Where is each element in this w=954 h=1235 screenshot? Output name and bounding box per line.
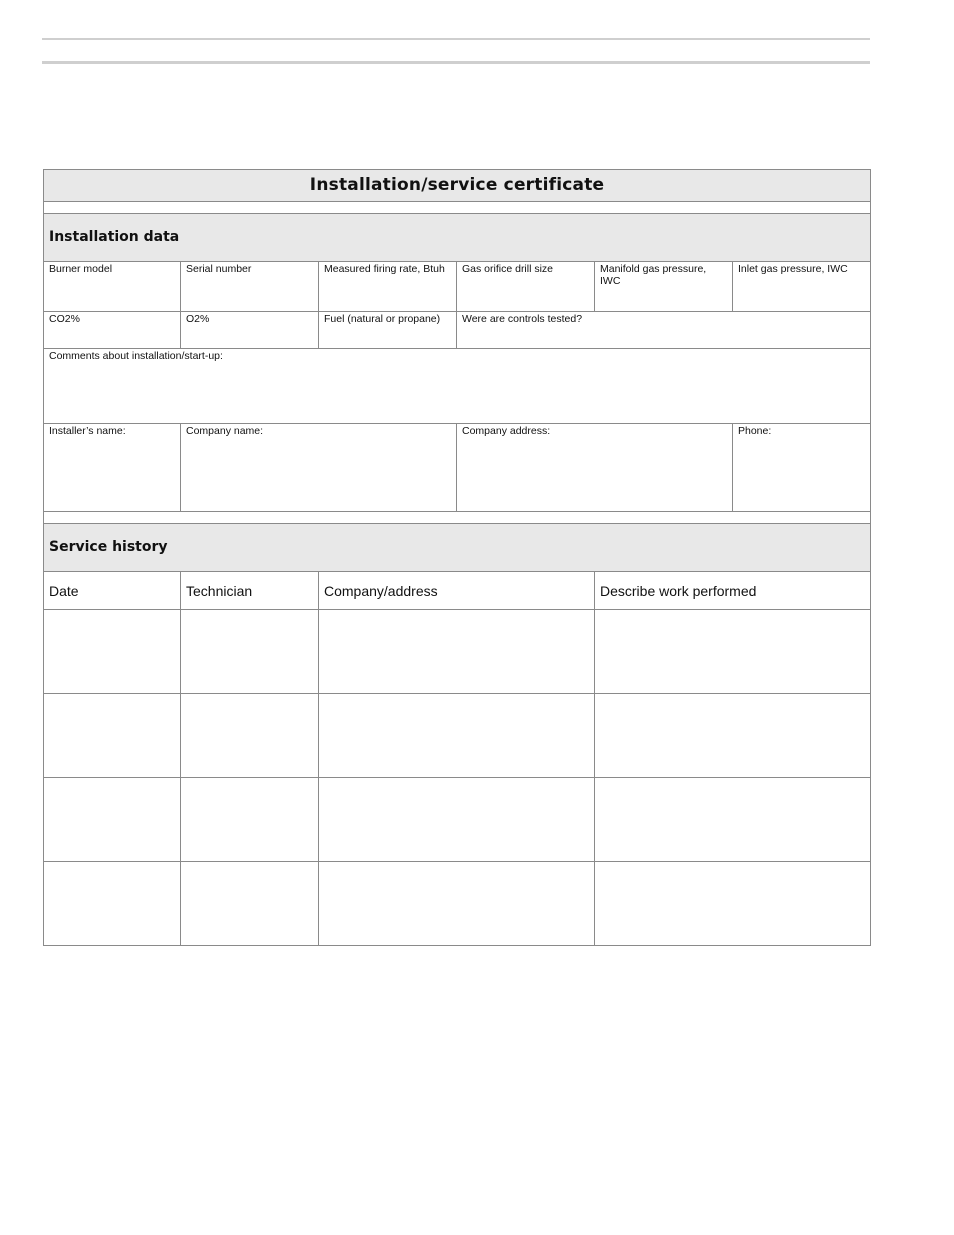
field-label: CO2% — [49, 313, 80, 325]
fuel-type-field[interactable] — [319, 312, 457, 349]
service-technician-cell[interactable] — [181, 610, 319, 694]
column-header-company-address: Company/address — [319, 572, 595, 610]
service-history-heading-cell — [44, 524, 871, 572]
field-label: Manifold gas pressure, IWC — [600, 263, 707, 287]
service-date-cell[interactable] — [44, 862, 181, 946]
manifold-gas-pressure-field[interactable] — [595, 262, 733, 312]
service-company-cell[interactable] — [319, 610, 595, 694]
serial-number-field[interactable] — [181, 262, 319, 312]
column-header-date: Date — [44, 572, 181, 610]
service-work-cell[interactable] — [595, 694, 871, 778]
service-technician-cell[interactable] — [181, 694, 319, 778]
service-work-cell[interactable] — [595, 862, 871, 946]
installation-service-certificate-form — [43, 169, 871, 946]
company-name-field[interactable] — [181, 424, 457, 512]
service-company-cell[interactable] — [319, 778, 595, 862]
installer-name-field[interactable] — [44, 424, 181, 512]
gas-orifice-drill-size-field[interactable] — [457, 262, 595, 312]
field-label: Fuel (natural or propane) — [324, 313, 441, 325]
company-address-field[interactable] — [457, 424, 733, 512]
co2-field[interactable] — [44, 312, 181, 349]
installation-data-heading: Installation data — [49, 229, 180, 245]
service-row — [44, 694, 871, 778]
service-row — [44, 610, 871, 694]
field-label: Company name: — [186, 425, 264, 437]
field-label: Comments about installation/start-up: — [49, 350, 223, 362]
service-row — [44, 862, 871, 946]
inlet-gas-pressure-field[interactable] — [733, 262, 871, 312]
service-technician-cell[interactable] — [181, 778, 319, 862]
header-rule-bottom — [42, 61, 870, 64]
spacer-row — [44, 512, 871, 524]
column-header-work-performed: Describe work performed — [595, 572, 871, 610]
spacer-row — [44, 202, 871, 214]
field-label: Inlet gas pressure, IWC — [738, 263, 848, 275]
certificate-title-cell — [44, 170, 871, 202]
installation-data-heading-cell — [44, 214, 871, 262]
controls-tested-field[interactable] — [457, 312, 871, 349]
field-label: Burner model — [49, 263, 113, 275]
field-label: Gas orifice drill size — [462, 263, 554, 275]
certificate-title: Installation/service certificate — [309, 174, 605, 195]
measured-firing-rate-field[interactable] — [319, 262, 457, 312]
o2-field[interactable] — [181, 312, 319, 349]
service-work-cell[interactable] — [595, 778, 871, 862]
header-rule-top — [42, 38, 870, 40]
service-technician-cell[interactable] — [181, 862, 319, 946]
service-date-cell[interactable] — [44, 694, 181, 778]
field-label: Company address: — [462, 425, 551, 437]
phone-field[interactable] — [733, 424, 871, 512]
field-label: Phone: — [738, 425, 772, 437]
field-label: Were are controls tested? — [462, 313, 583, 325]
service-history-heading: Service history — [49, 539, 168, 555]
service-date-cell[interactable] — [44, 778, 181, 862]
field-label: Installer’s name: — [49, 425, 126, 437]
service-company-cell[interactable] — [319, 694, 595, 778]
service-date-cell[interactable] — [44, 610, 181, 694]
comments-field[interactable] — [44, 349, 871, 424]
field-label: O2% — [186, 313, 210, 325]
field-label: Measured firing rate, Btuh — [324, 263, 445, 275]
service-work-cell[interactable] — [595, 610, 871, 694]
field-label: Serial number — [186, 263, 252, 275]
service-row — [44, 778, 871, 862]
burner-model-field[interactable] — [44, 262, 181, 312]
service-company-cell[interactable] — [319, 862, 595, 946]
column-header-technician: Technician — [181, 572, 319, 610]
